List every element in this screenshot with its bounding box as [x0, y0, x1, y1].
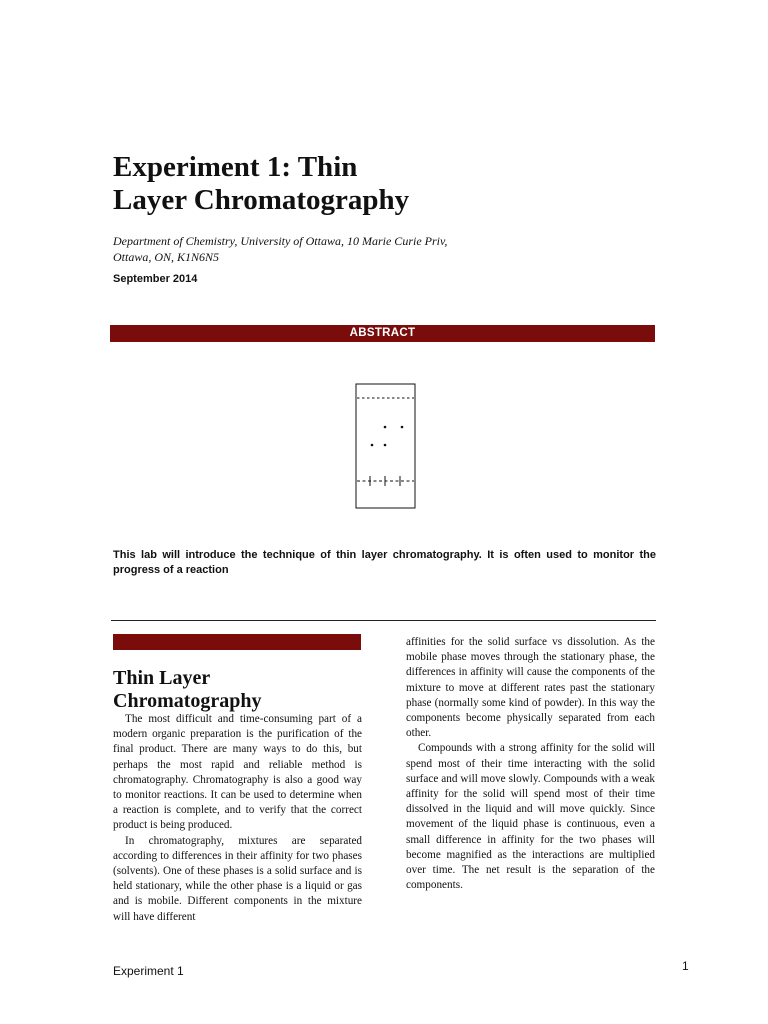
spot: [384, 444, 387, 447]
spot: [371, 444, 374, 447]
paragraph: affinities for the solid surface vs dissolution. As the mobile phase moves through the stationary phase, the differences in affinity will cause the components of the mixture to move at different rates past the stationary phase (normally some kind of powder). In this way the components become physically separated from each other.: [406, 636, 655, 740]
affiliation-line-2: Ottawa, ON, K1N6N5: [113, 250, 220, 264]
section-title-line-1: Thin Layer: [113, 667, 211, 689]
abstract-heading: ABSTRACT: [110, 325, 655, 342]
left-column: [113, 712, 362, 925]
page-number: 1: [682, 959, 689, 973]
document-title: [113, 151, 633, 217]
right-column: [406, 635, 655, 893]
paragraph: Compounds with a strong affinity for the solid will spend most of their time interacting with the solid surface and will move slowly. Compounds with a weak affinity for the solid will spend most of their time dissolved in the liquid and will move quickly. Since movement of the liquid phase is continuous, even a small difference in affinity for the two phases will become magnified as the interactions are multiplied over time. The net result is the separation of the components.: [406, 742, 655, 892]
section-title: [113, 667, 363, 713]
section-heading-bar: [113, 634, 361, 650]
affiliation-line-1: Department of Chemistry, University of Ottawa, 10 Marie Curie Priv,: [113, 234, 448, 248]
section-title-line-2: Chromatography: [113, 690, 262, 712]
spot: [401, 426, 404, 429]
title-line-2: Layer Chromatography: [113, 184, 410, 216]
tlc-plate-figure: [355, 383, 417, 511]
paragraph: The most difficult and time-consuming part of a modern organic preparation is the purification of the final product. There are many ways to do this, but perhaps the most rapid and reliable method is chromatography. Chromatography is also a good way to monitor reactions. It can be used to determine when a reaction is complete, and to verify that the correct product is being produced.: [113, 713, 362, 832]
footer-label: Experiment 1: [113, 964, 184, 978]
section-divider: [111, 620, 656, 621]
paragraph: In chromatography, mixtures are separated according to differences in their affinity for two phases (solvents). One of these phases is a solid surface and is held stationary, while the other phase is a liquid or gas and is mobile. Different components in the mixture will have different: [113, 834, 362, 923]
abstract-text: This lab will introduce the technique of thin layer chromatography. It is often used to monitor the progress of a reaction: [113, 549, 656, 576]
spot: [384, 426, 387, 429]
affiliation: [113, 233, 673, 265]
title-line-1: Experiment 1: Thin: [113, 151, 358, 183]
publication-date: September 2014: [113, 273, 198, 285]
